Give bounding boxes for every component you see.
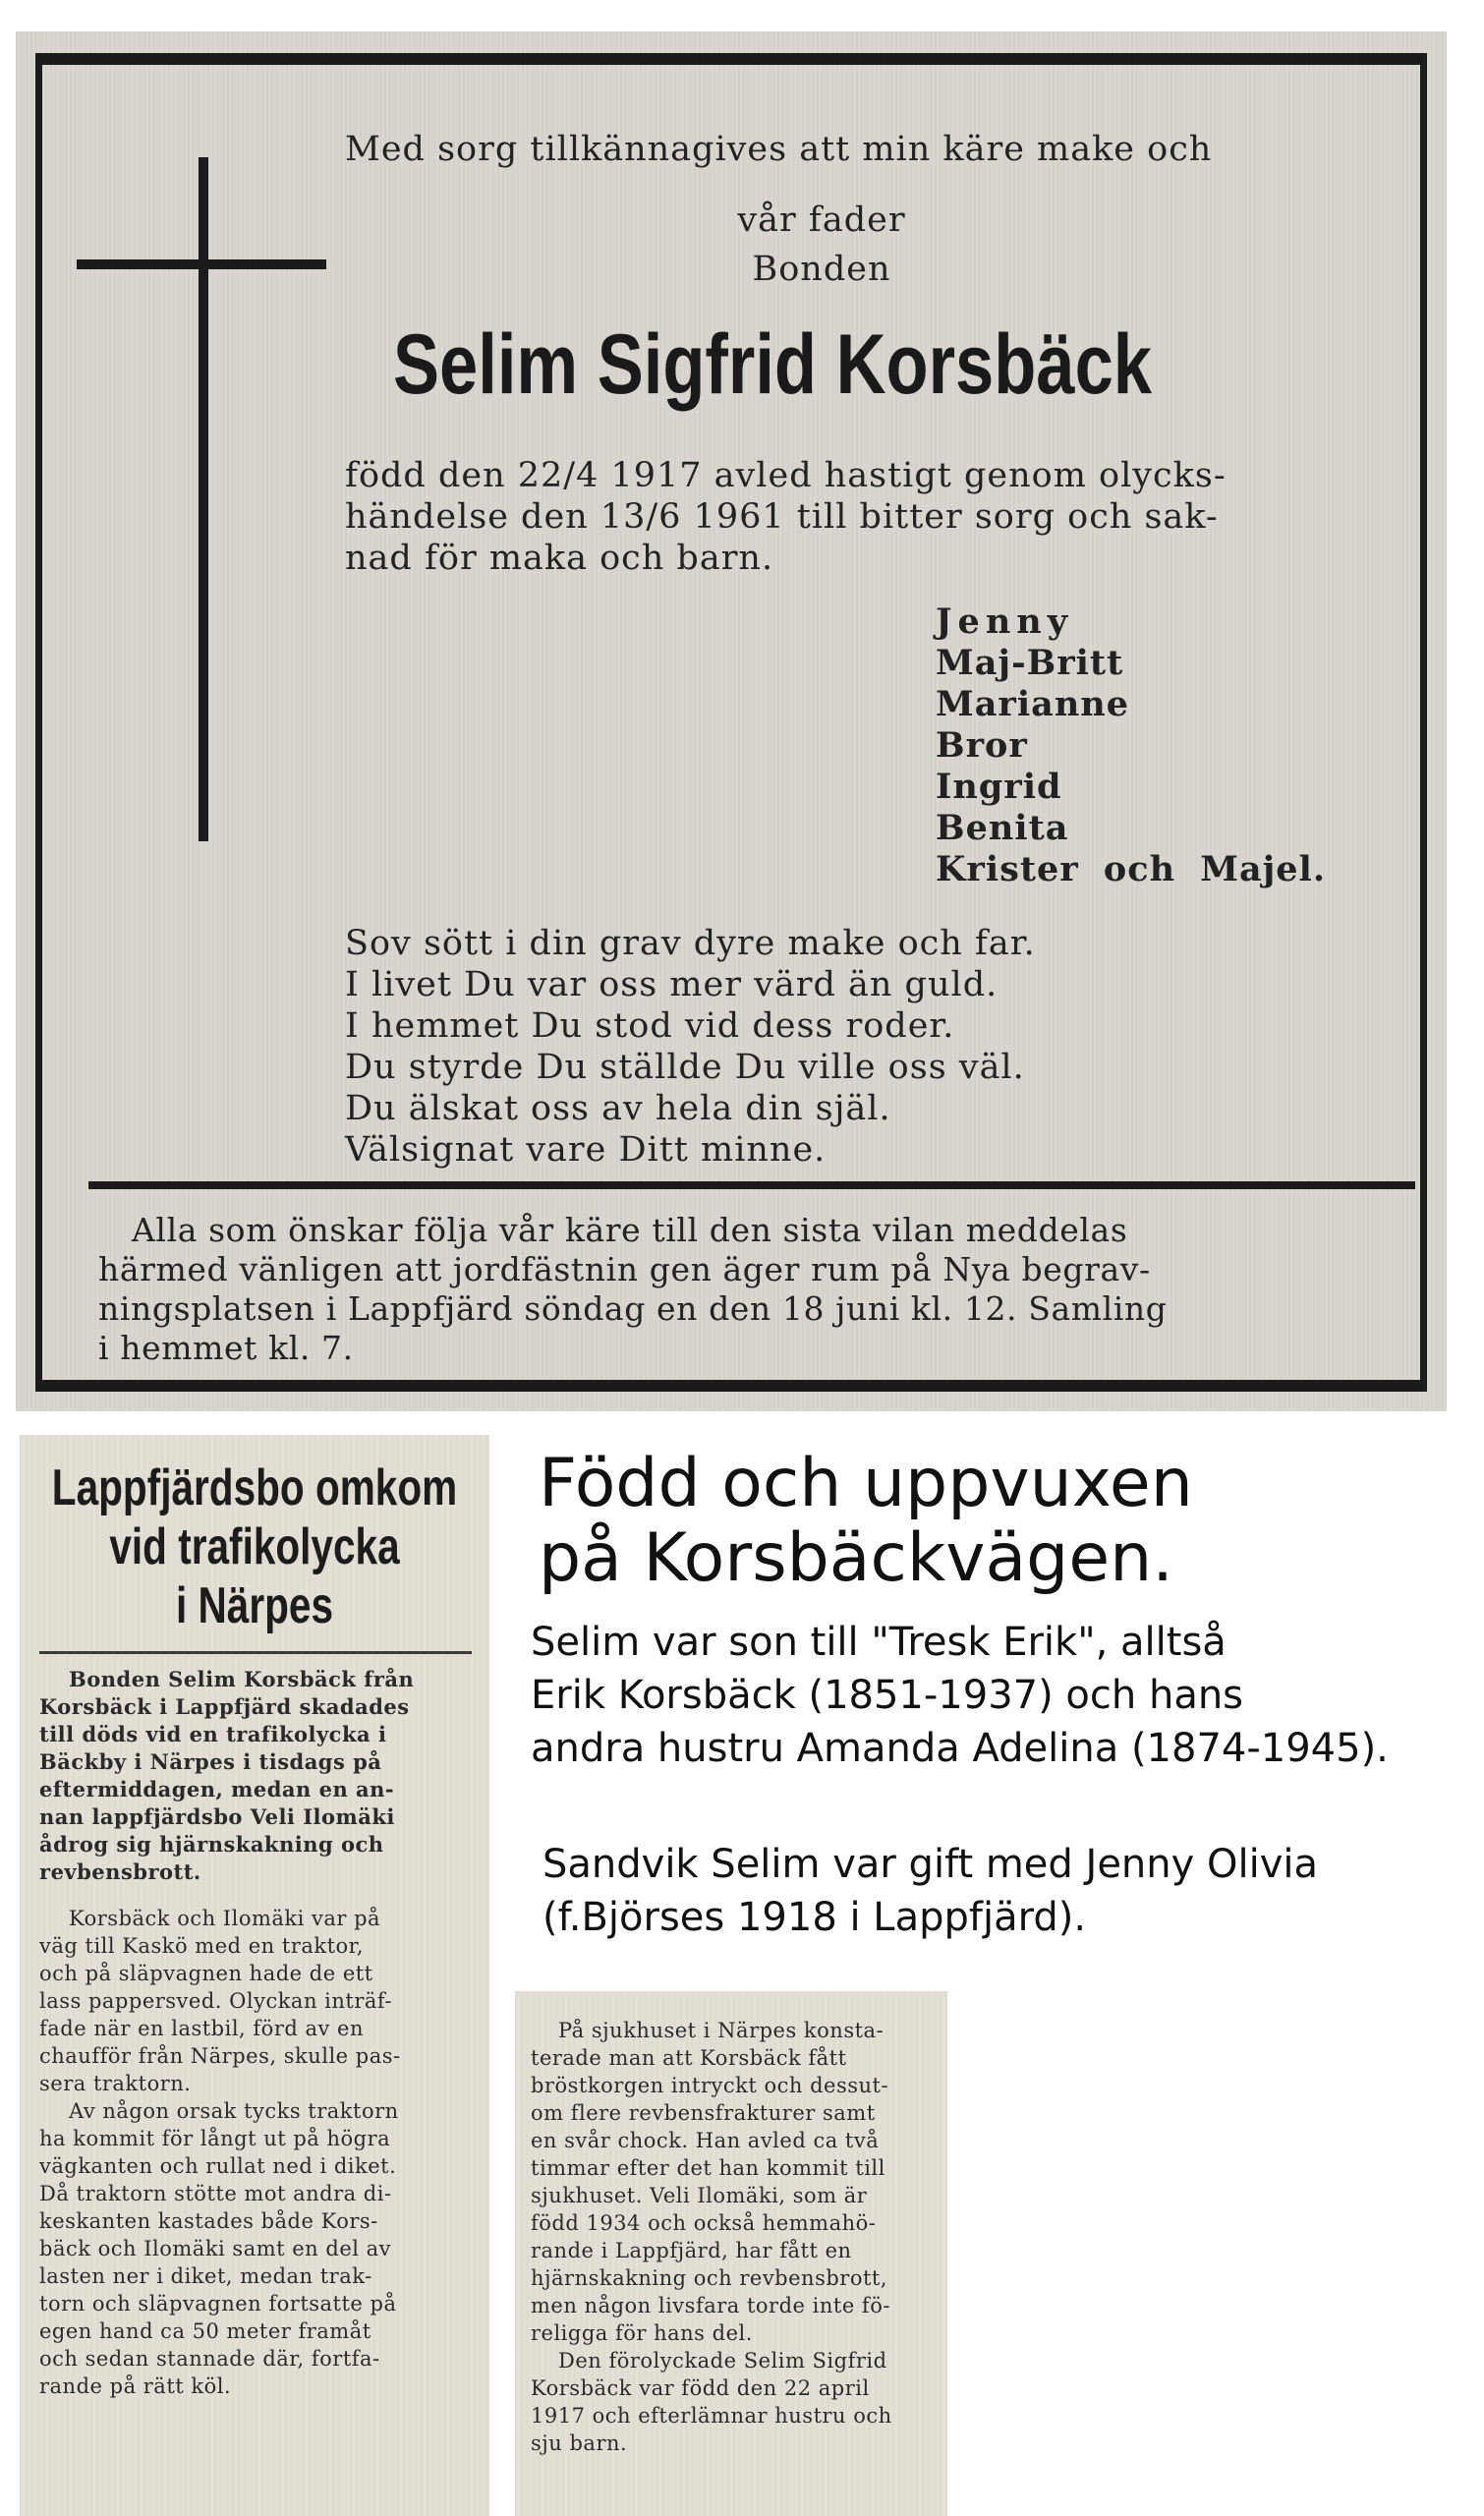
article-continued-line: Korsbäck var född den 22 april: [531, 2376, 870, 2400]
family-member: Bror: [936, 725, 1028, 766]
article-body-line: väg till Kaskö med en traktor,: [39, 1934, 365, 1958]
article-body-line: och på släpvagnen hade de ett: [39, 1962, 373, 1985]
article-body-line: ha kommit för långt ut på högra: [39, 2127, 391, 2150]
article-lead-line: Bonden Selim Korsbäck från: [69, 1667, 415, 1691]
notice-frame-top: [35, 53, 1427, 65]
verse-line: Sov sött i din grav dyre make och far.: [345, 924, 1036, 963]
article-continued-line: bröstkorgen intryckt och dessut-: [531, 2074, 889, 2097]
article-headline: i Närpes: [175, 1577, 334, 1634]
notice-body-line: händelse den 13/6 1961 till bitter sorg och sak-: [345, 497, 1219, 537]
article-headline: vid trafikolycka: [109, 1518, 400, 1575]
funeral-line: i hemmet kl. 7.: [98, 1329, 354, 1367]
article-continued-line: sju barn.: [531, 2431, 628, 2455]
headline-rule: [39, 1651, 472, 1654]
article-body-line: och sedan stannade där, fortfa-: [39, 2347, 380, 2371]
caption-text-line: andra hustru Amanda Adelina (1874-1945).: [531, 1726, 1389, 1771]
notice-frame-right: [1420, 53, 1427, 1380]
article-lead-line: revbensbrott.: [39, 1859, 201, 1884]
article-continued-line: men någon livsfara torde inte fö-: [531, 2294, 890, 2317]
cross-icon-bar: [77, 259, 326, 269]
verse-line: Du styrde Du ställde Du ville oss väl.: [345, 1048, 1025, 1087]
family-member: Benita: [936, 808, 1069, 848]
caption-title-line: på Korsbäckvägen.: [539, 1519, 1173, 1597]
family-member: Maj-Britt: [936, 643, 1124, 683]
family-member: Ingrid: [936, 767, 1062, 807]
article-body-line: Av någon orsak tycks traktorn: [69, 2099, 399, 2123]
death-notice-clipping: [16, 31, 1447, 1411]
article-body-line: Korsbäck och Ilomäki var på: [69, 1907, 381, 1930]
article-continued-line: På sjukhuset i Närpes konsta-: [558, 2019, 885, 2042]
caption-block: [531, 1445, 1472, 1995]
article-body-line: bäck och Ilomäki samt en del av: [39, 2237, 392, 2260]
article-continued-line: en svår chock. Han avled ca två: [531, 2129, 880, 2152]
family-member: Marianne: [936, 684, 1129, 724]
article-body-line: lass pappersved. Olyckan inträf-: [39, 1989, 393, 2013]
article-lead-line: till döds vid en trafikolycka i: [39, 1722, 387, 1746]
caption-text-line: Sandvik Selim var gift med Jenny Olivia: [542, 1842, 1319, 1887]
notice-intro-line: vår fader: [737, 200, 906, 240]
article-continued-line: religga för hans del.: [531, 2321, 753, 2345]
news-article-continuation: [515, 1991, 947, 2516]
article-lead-line: Korsbäck i Lappfjärd skadades: [39, 1694, 410, 1719]
article-body-line: keskanten kastades både Kors-: [39, 2209, 378, 2233]
article-continued-line: om flere revbensfrakturer samt: [531, 2101, 876, 2125]
article-body-line: lasten ner i diket, medan trak-: [39, 2264, 372, 2288]
news-article-clipping: [20, 1435, 489, 2516]
funeral-line: härmed vänligen att jordfästnin gen äger rum på Nya begrav-: [98, 1250, 1151, 1288]
article-lead-line: Bäckby i Närpes i tisdags på: [39, 1749, 382, 1774]
caption-title-line: Född och uppvuxen: [539, 1445, 1193, 1522]
article-continued-line: född 1934 och också hemmahö-: [531, 2211, 877, 2235]
article-continued-line: timmar efter det han kommit till: [531, 2156, 885, 2180]
notice-divider: [88, 1181, 1415, 1189]
article-body-line: torn och släpvagnen fortsatte på: [39, 2292, 397, 2316]
verse-line: Välsignat vare Ditt minne.: [345, 1130, 827, 1170]
article-headline: Lappfjärdsbo omkom: [51, 1459, 458, 1516]
article-continued-line: 1917 och efterlämnar hustru och: [531, 2404, 892, 2428]
article-body-line: rande på rätt köl.: [39, 2374, 232, 2398]
article-lead-line: eftermiddagen, medan en an-: [39, 1777, 395, 1801]
article-lead-line: ådrog sig hjärnskakning och: [39, 1832, 384, 1857]
verse-line: I hemmet Du stod vid dess roder.: [345, 1006, 955, 1046]
article-continued-line: hjärnskakning och revbensbrott,: [531, 2266, 888, 2290]
caption-text-line: Erik Korsbäck (1851-1937) och hans: [531, 1673, 1244, 1718]
article-body-line: sera traktorn.: [39, 2072, 192, 2095]
funeral-line: ningsplatsen i Lappfjärd söndag en den 18 juni kl. 12. Samling: [98, 1289, 1168, 1328]
notice-body-line: född den 22/4 1917 avled hastigt genom olycks-: [345, 456, 1227, 495]
family-member: Jenny: [936, 601, 1074, 642]
article-body-line: fade när en lastbil, förd av en: [39, 2017, 364, 2040]
caption-text-line: (f.Björses 1918 i Lappfjärd).: [542, 1895, 1087, 1940]
caption-text-line: Selim var son till "Tresk Erik", alltså: [531, 1620, 1227, 1665]
article-body-line: vägkanten och rullat ned i diket.: [39, 2154, 397, 2178]
article-continued-line: Den förolyckade Selim Sigfrid: [558, 2349, 887, 2373]
article-continued-line: sjukhuset. Veli Ilomäki, som är: [531, 2184, 868, 2207]
notice-intro-line: Bonden: [752, 250, 891, 289]
notice-frame-bottom: [35, 1380, 1427, 1392]
article-body-line: Då traktorn stötte mot andra di-: [39, 2182, 392, 2205]
article-body-line: egen hand ca 50 meter framåt: [39, 2319, 371, 2343]
notice-body-line: nad för maka och barn.: [345, 539, 774, 578]
article-continued-line: terade man att Korsbäck fått: [531, 2046, 847, 2070]
notice-intro-line: Med sorg tillkännagives att min käre make och: [345, 130, 1213, 169]
verse-line: I livet Du var oss mer värd än guld.: [345, 965, 999, 1004]
notice-frame-left: [35, 53, 42, 1380]
funeral-line: Alla som önskar följa vår käre till den sista vilan meddelas: [132, 1211, 1128, 1249]
article-lead-line: nan lappfjärdsbo Veli Ilomäki: [39, 1804, 395, 1829]
family-member: Krister och Majel.: [936, 849, 1327, 889]
verse-line: Du älskat oss av hela din själ.: [345, 1089, 891, 1128]
article-continued-line: rande i Lappfjärd, har fått en: [531, 2239, 852, 2262]
deceased-name: Selim Sigfrid Korsbäck: [392, 317, 1153, 412]
article-body-line: chaufför från Närpes, skulle pas-: [39, 2044, 401, 2068]
